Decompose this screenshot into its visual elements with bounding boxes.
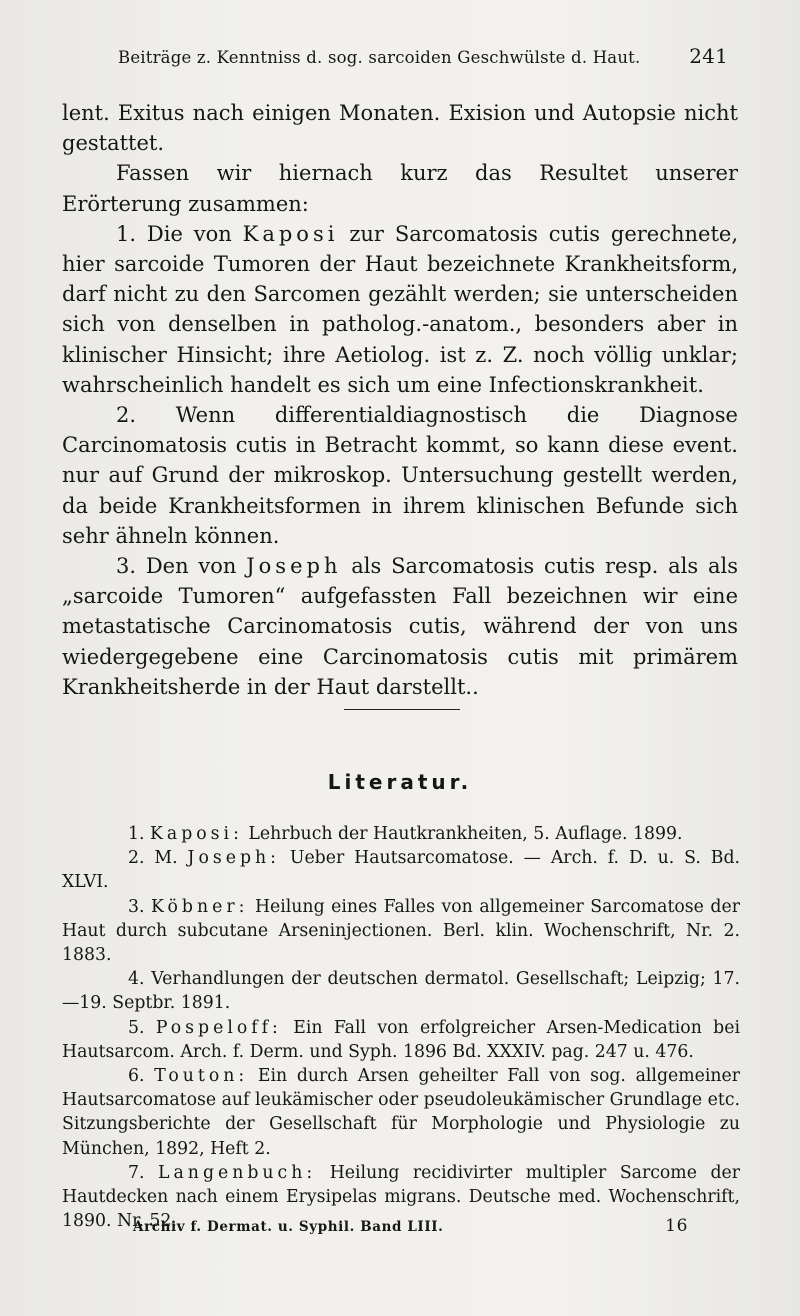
text-segment: zur Sarcomatosis cutis gerechnete, hier sarcoide Tumoren der Haut bezeichnete Krankheitsform, darf nicht zu den Sarcomen gezählt werden; sie unterscheiden sich von denselben in patholog.-anatom., besonders aber in klinischer Hinsicht; ihre Aetiolog. ist z. Z. noch völlig unklar; wahrscheinlich handelt es sich um eine Infectionskrankheit.	[62, 221, 739, 397]
running-title: Beiträge z. Kenntniss d. sog. sarcoiden Geschwülste d. Haut.	[118, 48, 641, 67]
ref-number: 3.	[128, 896, 145, 917]
text-segment: als Sarcomatosis cutis resp. als als „sarcoide Tumoren“ aufgefassten Fall bezeichnen wir eine metastatische Carcinomatosis cutis, während der von uns wiedergegebene eine Carcinomatosis cutis mit primärem Krankheitsherde in der Haut darstellt..	[62, 554, 738, 699]
ref-text: Ein durch Arsen geheilter Fall von sog. allgemeiner Hautsarcomatose auf leukämischer oder pseudoleukämischer Grundlage etc. Sitzungsberichte der Gesellschaft für Morphologie und Physiologie zu München, 1892, Heft 2.	[62, 1066, 740, 1159]
paragraph: 2. Wenn differentialdiagnostisch die Diagnose Carcinomatosis cutis in Betracht kommt, so kann diese event. nur auf Grund der mikroskop. Untersuchung gestellt werden, da beide Krankheitsformen in ihrem klinischen Befunde sich sehr ähneln können.	[62, 403, 738, 548]
section-divider	[344, 709, 460, 710]
ref-number: 4.	[128, 969, 145, 990]
ref-text: Ueber Hautsarcomatose. — Arch. f. D. u. S. Bd. XLVI.	[62, 848, 741, 893]
journal-signature: Archiv f. Dermat. u. Syphil. Band LIII.	[133, 1219, 444, 1235]
ref-number: 2. M.	[128, 848, 178, 869]
page-number: 241	[689, 44, 728, 68]
reference-item	[62, 967, 740, 1015]
reference-item	[62, 895, 740, 968]
ref-text: Lehrbuch der Hautkrankheiten, 5. Auflage. 1899.	[248, 824, 683, 844]
page-footer	[133, 1216, 688, 1236]
paragraph	[62, 551, 738, 702]
reference-list	[62, 822, 740, 1233]
ref-author: Kaposi:	[150, 824, 243, 844]
ref-author: Touton:	[154, 1066, 249, 1087]
paragraph	[62, 219, 738, 400]
reference-item	[62, 1064, 740, 1161]
ref-number: 5.	[128, 1017, 145, 1038]
text-segment: 1. Die von	[116, 221, 232, 246]
author-name: Joseph	[246, 554, 342, 579]
ref-number: 6.	[128, 1066, 145, 1087]
ref-number: 7.	[128, 1162, 145, 1183]
text-segment: 3. Den von	[116, 554, 237, 579]
author-name: Kaposi	[242, 221, 339, 246]
ref-author: Pospeloff:	[155, 1017, 282, 1038]
running-header	[118, 44, 728, 68]
literature-heading: Literatur.	[327, 770, 473, 794]
ref-text: Verhandlungen der deutschen dermatol. Gesellschaft; Leipzig; 17.—19. Septbr. 1891.	[62, 969, 740, 1014]
ref-text: Ein Fall von erfolgreicher Arsen-Medication bei Hautsarcom. Arch. f. Derm. und Syph. 1896 Bd. XXXIV. pag. 247 u. 476.	[62, 1017, 740, 1062]
sheet-signature: 16	[665, 1216, 688, 1236]
ref-text: Heilung recidivirter multipler Sarcome der Hautdecken nach einem Erysipelas migrans. Deutsche med. Wochenschrift, 1890. Nr. 52.	[62, 1162, 740, 1232]
reference-item	[62, 1016, 740, 1064]
paragraph: Fassen wir hiernach kurz das Resultet unserer Erörterung zusammen:	[62, 161, 738, 216]
ref-author: Langenbuch:	[158, 1162, 317, 1183]
main-text	[62, 98, 738, 702]
ref-author: Joseph:	[187, 848, 280, 869]
ref-text: Heilung eines Falles von allgemeiner Sarcomatose der Haut durch subcutane Arseninjectionen. Berl. klin. Wochenschrift, Nr. 2. 1883.	[62, 896, 740, 966]
ref-number: 1.	[128, 824, 145, 844]
ref-author: Köbner:	[151, 896, 249, 917]
paragraph: lent. Exitus nach einigen Monaten. Exision und Autopsie nicht gestattet.	[62, 101, 738, 156]
reference-item	[62, 822, 740, 846]
reference-item	[62, 846, 740, 894]
